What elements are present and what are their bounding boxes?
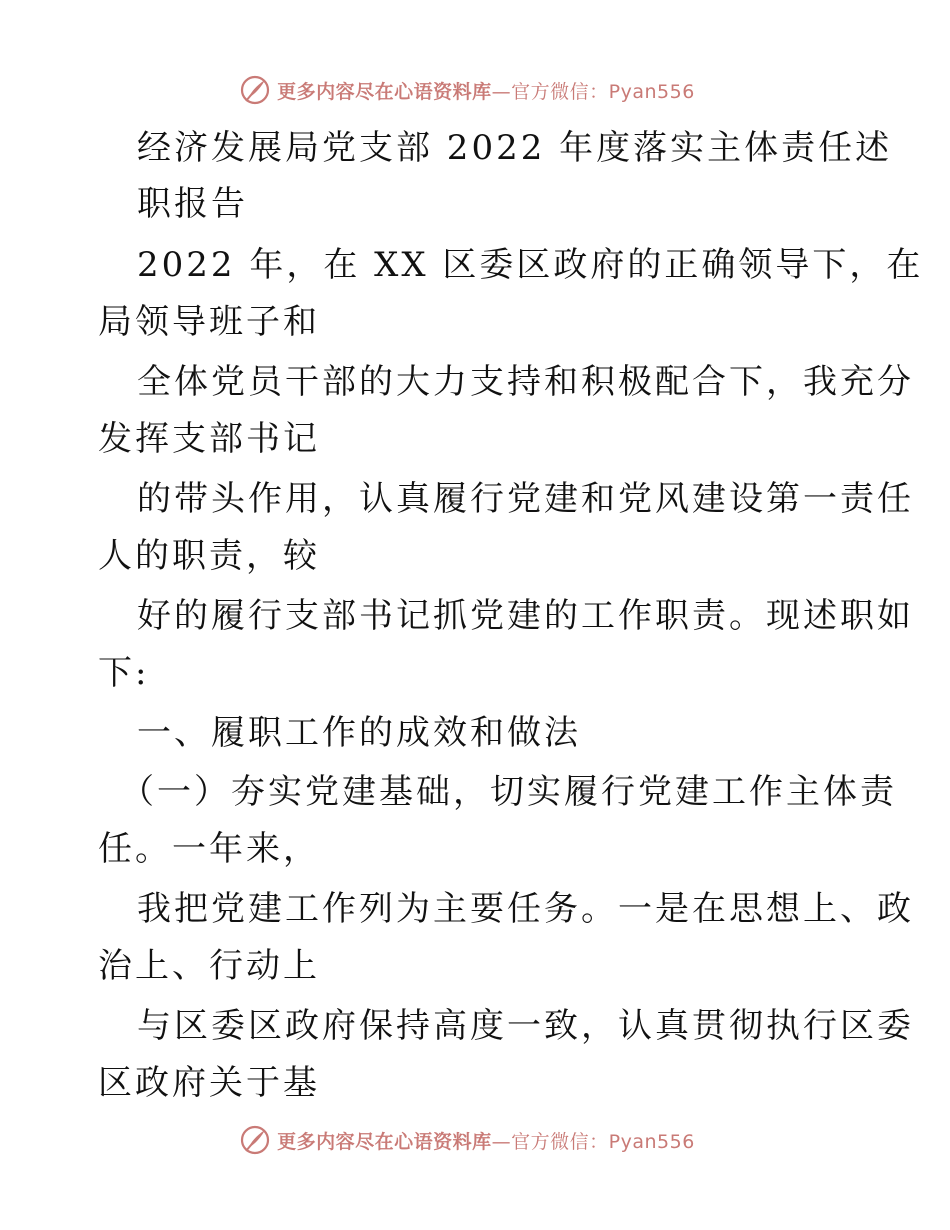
document-title-line-2: 职报告 xyxy=(137,184,248,224)
paragraph-line: 与区委区政府保持高度一致，认真贯彻执行区委 xyxy=(137,1006,914,1046)
paragraph-line: 下: xyxy=(98,653,150,693)
paragraph-line: 的带头作用，认真履行党建和党风建设第一责任 xyxy=(137,479,914,519)
watermark-text: 更多内容尽在心语资料库—官方微信：Pyan556 xyxy=(277,80,695,103)
paragraph-line: 治上、行动上 xyxy=(98,946,320,986)
section-heading: 一、履职工作的成效和做法 xyxy=(137,713,581,753)
footer-watermark xyxy=(0,1120,950,1160)
paragraph-line: 任。一年来， xyxy=(98,829,320,869)
document-title-line-1: 经济发展局党支部 2022 年度落实主体责任述 xyxy=(137,128,893,168)
watermark-text: 更多内容尽在心语资料库—官方微信：Pyan556 xyxy=(277,1130,695,1153)
paragraph-line: 发挥支部书记 xyxy=(98,419,320,459)
feather-quill-icon xyxy=(239,74,271,106)
paragraph-line: 局领导班子和 xyxy=(98,302,320,342)
paragraph-line: 我把党建工作列为主要任务。一是在思想上、政 xyxy=(137,889,914,929)
subsection-heading: （一）夯实党建基础，切实履行党建工作主体责 xyxy=(120,772,897,812)
header-watermark xyxy=(0,70,950,110)
paragraph-line: 区政府关于基 xyxy=(98,1063,320,1103)
paragraph-line: 人的职责，较 xyxy=(98,536,320,576)
paragraph-line: 好的履行支部书记抓党建的工作职责。现述职如 xyxy=(137,596,914,636)
paragraph-line: 全体党员干部的大力支持和积极配合下，我充分 xyxy=(137,362,914,402)
paragraph-line: 2022 年，在 XX 区委区政府的正确领导下，在 xyxy=(137,245,924,285)
feather-quill-icon xyxy=(239,1124,271,1156)
